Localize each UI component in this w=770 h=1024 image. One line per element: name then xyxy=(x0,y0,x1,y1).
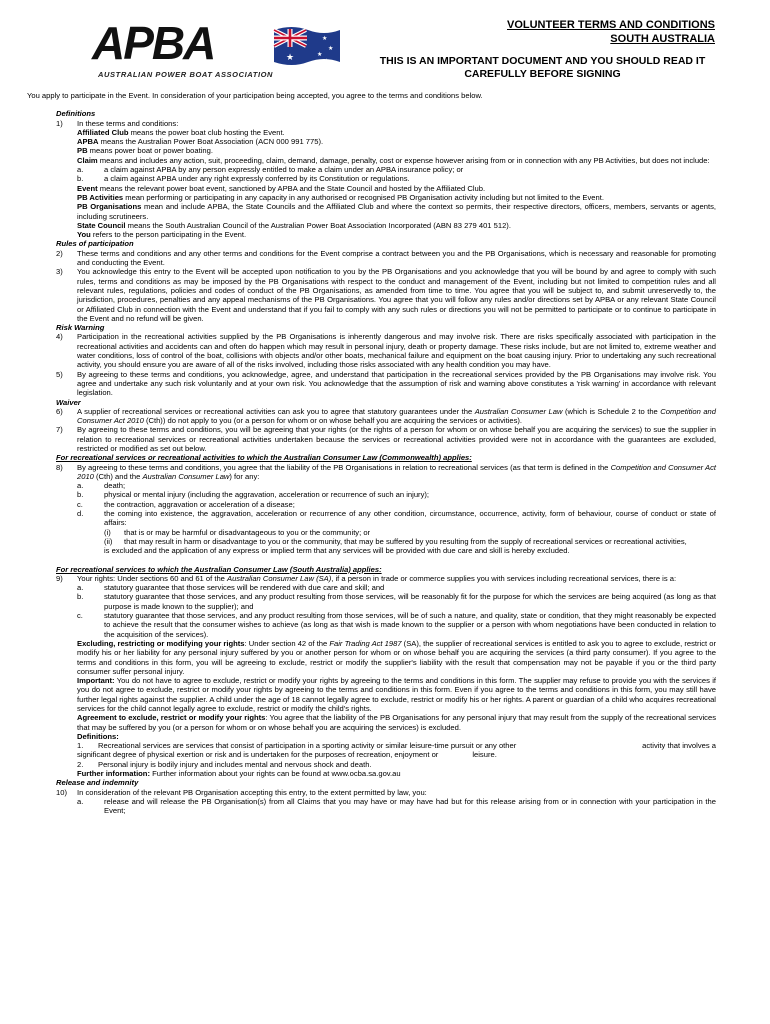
claim-exclusion-b: b. a claim against APBA under any right expressly conferred by its Constitution or regulations. xyxy=(77,174,410,184)
definition-claim: Claim means and includes any action, suit, proceeding, claim, demand, damage, penalty, cost or expense however arising from or in connection with any PB Activities, but does not include: xyxy=(77,155,710,165)
clause-5: 5) By agreeing to these terms and conditions, you acknowledge, agree, and understand that participation in the recreational services provided by the PB Organisations may involve risk. You agree and undertake any such risk voluntarily and at your own risk. You acknowledge that the assumption of risk and warning above constitutes a 'risk warning' in accordance with relevant legislation. xyxy=(56,369,716,398)
further-information: Further information: Further information about your rights can be found at www.ocba.sa.gov.au xyxy=(77,769,401,779)
clause-8-c: c. the contraction, aggravation or acceleration of a disease; xyxy=(77,499,295,509)
logo-wordmark: APBA xyxy=(92,17,215,69)
clause-number: 1) xyxy=(56,118,63,128)
important-notice xyxy=(370,55,715,80)
rules-heading: Rules of participation xyxy=(56,239,134,249)
svg-text:★: ★ xyxy=(324,58,329,64)
clause-text: In these terms and conditions: xyxy=(77,118,179,128)
svg-text:★: ★ xyxy=(328,45,334,52)
definition-pb-activities: PB Activities mean performing or participating in any capacity in any authorised or recognised PB Organisation activity including but not limited to the Event. xyxy=(77,192,604,202)
logo-subtitle: AUSTRALIAN POWER BOAT ASSOCIATION xyxy=(98,70,274,79)
definition-pb-organisations: PB Organisations mean and include APBA, the State Councils and the Affiliated Club and where the context so permits, their respective directors, officers, members, servants or agents, including scrutineers. xyxy=(77,202,716,221)
clause-9-c: c. statutory guarantee that those services, and any product resulting from those services, will be of such a nature, and quality, state or condition, that they might reasonably be expected to achieve the result that the consumer wishes to achieve (as long as that wish is made known to the supplier or a person with whom negotiations have been conducted in relation to the acquisition of the services). xyxy=(77,611,716,639)
sa-definitions-heading: Definitions: xyxy=(77,731,119,741)
svg-text:★: ★ xyxy=(322,35,328,42)
document-title xyxy=(360,18,715,46)
clause-9: 9) Your rights: Under sections 60 and 61 of the Australian Consumer Law (SA), if a person in trade or commerce supplies you with services including recreational services, there is a: xyxy=(56,573,677,583)
clause-4: 4) Participation in the recreational activities supplied by the PB Organisations is inherently dangerous and may involve risk. There are risks specifically associated with participation in the recreational activities and accidents can and often do happen which may result in personal injury, death or property damage. These risks include, but are not limited to, extreme weather and water conditions, loss of control of the boat, collisions with objects and/or other boats, mechanical failure and equipment on the boat causing injury. Prior to undertaking any such recreational activity, you should ensure you are aware of all of the risks involved, including those risks associated with any health condition you may have. xyxy=(56,332,716,370)
definition-affiliated-club: Affiliated Club means the power boat club hosting the Event. xyxy=(77,127,285,137)
clause-8-d-ii: (ii) that may result in harm or disadvantage to you or the community, that may be suffered by you resulting from the supply of recreational services or recreational activities, xyxy=(104,536,687,546)
definition-pb: PB means power boat or power boating. xyxy=(77,146,213,156)
svg-text:★: ★ xyxy=(317,51,323,58)
definition-event: Event means the relevant power boat event, sanctioned by APBA and the State Council and hosted by the Affiliated Club. xyxy=(77,183,486,193)
clause-9-b: b. statutory guarantee that those services, and any product resulting from those services, will be reasonably fit for the purpose for which the services are being acquired (as long as that purpose is made known to the supplier); and xyxy=(77,592,716,611)
sa-definition-2: 2. Personal injury is bodily injury and includes mental and nervous shock and death. xyxy=(77,759,372,769)
claim-exclusion-a: a. a claim against APBA by any person expressly entitled to make a claim under an APBA insurance policy; or xyxy=(77,165,464,175)
commonwealth-heading: For recreational services or recreational activities to which the Australian Consumer Law (Commonwealth) applies: xyxy=(56,453,472,463)
clause-2: 2) These terms and conditions and any other terms and conditions for the Event comprise a contract between you and the PB Organisations, which is necessary and reasonable for promoting and conducting the Event. xyxy=(56,248,716,268)
clause-8-d: d. the coming into existence, the aggravation, acceleration or recurrence of any other condition, circumstance, occurrence, activity, form of behaviour, course of conduct or state of affairs: xyxy=(77,509,716,528)
notice-line-1: THIS IS AN IMPORTANT DOCUMENT AND YOU SHOULD READ IT xyxy=(379,55,706,67)
clause-10-a: a. release and will release the PB Organisation(s) from all Claims that you may have or may have had but for this release arising from or in connection with your participation in the Event; xyxy=(77,796,716,816)
clause-8-tail: is excluded and the application of any express or implied term that any services will be provided with due care and skill is hereby excluded. xyxy=(104,546,570,556)
clause-7: 7) By agreeing to these terms and conditions, you will be agreeing that your rights (or the rights of a person for whom or on whose behalf you are acquiring the services) to sue the supplier in relation to recreational services or recreational activities undertaken because the services or recreational activities provided were not in accordance with the guarantees are excluded, restricted or modified as set out below. xyxy=(56,425,716,453)
australian-flag-icon xyxy=(272,24,342,68)
clause-10: 10) In consideration of the relevant PB Organisation accepting this entry, to the extent permitted by law, you: xyxy=(56,787,427,797)
sa-definition-1: 1. Recreational services are services that consist of participation in a sporting activity or similar leisure-time pursuit or any other activity that involves a significant degree of physical exertion or risk and is undertaken for the purposes of recreation, enjoyment or leisure. xyxy=(77,741,716,760)
title-line-1: VOLUNTEER TERMS AND CONDITIONS xyxy=(507,19,715,31)
intro-paragraph: You apply to participate in the Event. In consideration of your participation being accepted, you agree to the terms and conditions below. xyxy=(27,91,483,100)
apba-logo xyxy=(92,18,347,86)
clause-8-d-i: (i) that is or may be harmful or disadvantageous to you or the community; or xyxy=(104,527,371,537)
risk-heading: Risk Warning xyxy=(56,323,105,333)
clause-6: 6) A supplier of recreational services or recreational activities can ask you to agree that statutory guarantees under the Australian Consumer Law (which is Schedule 2 to the Competition and Consumer Act 2010 (Cth)) do not apply to you (or a person for whom or on whose behalf you are acquiring the services or activities). xyxy=(56,406,716,426)
definition-apba: APBA means the Australian Power Boat Association (ACN 000 991 775). xyxy=(77,137,324,147)
title-line-2: SOUTH AUSTRALIA xyxy=(610,33,715,45)
definition-you: You refers to the person participating in the Event. xyxy=(77,230,247,240)
important-paragraph: Important: You do not have to agree to exclude, restrict or modify your rights by agreeing to the terms and conditions in this form. The supplier may refuse to provide you with the services if you do not agree to exclude, restrict or modify your rights by agreeing to the terms and conditions in this form. Even if you agree to the terms and conditions in this form, you may still have further legal rights against the supplier. A child under the age of 18 cannot legally agree to exclude, restrict or modify his or her rights. A parent or guardian of a child who acquires recreational services for the child cannot legally agree to exclude, restrict or modify the child's rights. xyxy=(77,676,716,713)
clause-9-a: a. statutory guarantee that those services will be rendered with due care and skill; and xyxy=(77,583,385,593)
definitions-heading: Definitions xyxy=(56,109,96,119)
clause-8-b: b. physical or mental injury (including the aggravation, acceleration or recurrence of such an injury); xyxy=(77,490,430,500)
agreement-paragraph: Agreement to exclude, restrict or modify your rights: You agree that the liability of the PB Organisations for any personal injury that may result from the supply of the recreational services that may be suffered by you (or a person for whom or on whose behalf you are acquiring the services) is excluded. xyxy=(77,713,716,732)
notice-line-2: CAREFULLY BEFORE SIGNING xyxy=(464,67,621,80)
definition-state-council: State Council means the South Australian Council of the Australian Power Boat Association Incorporated (ABN 83 279 401 512). xyxy=(77,220,511,230)
clause-8: 8) By agreeing to these terms and conditions, you agree that the liability of the PB Organisations in relation to recreational services (as that term is defined in the Competition and Consumer Act 2010 (Cth) and the Australian Consumer Law) for any: xyxy=(56,462,716,481)
clause-1 xyxy=(56,119,716,128)
south-australia-heading: For recreational services to which the Australian Consumer Law (South Australia) applies: xyxy=(56,564,382,574)
excluding-rights-paragraph: Excluding, restricting or modifying your rights: Under section 42 of the Fair Trading Act 1987 (SA), the supplier of recreational services is entitled to ask you to agree to exclude, restrict or modify his or her liability for any personal injury suffered by you or another person for whom or on whose behalf you are acquiring the services (a third party consumer). If you agree to the terms and conditions in this form, you will be agreeing to exclude, restrict or modify the supplier's liability with the result that compensation may not be payable if you or the third party consumer suffer personal injury. xyxy=(77,638,717,676)
clause-8-a: a. death; xyxy=(77,481,126,491)
svg-text:★: ★ xyxy=(286,53,295,63)
release-heading: Release and indemnity xyxy=(56,778,139,788)
clause-3: 3) You acknowledge this entry to the Event will be accepted upon notification to you by the PB Organisations and you acknowledge that you will be bound by and agree to comply with such rules, terms and conditions as may be imposed by the PB Organisations with respect to the conduct and management of the Event, including but not limited to competition rules and all relevant rules, regulations, policies and codes of conduct of the PB Organisations, as amended from time to time. You agree that you will be subject to, and submit unreservedly to, the jurisdiction, procedures, penalties and any appeal mechanisms of the PB Organisations. You agree that you will follow any rules and/or directions set by APBA or any relevant State Council or Affiliated Club in connection with the Event and understand that if you fail to comply with any such rules or directions you will not be permitted to participate or to continue to participate in the Event and no refund will be given. xyxy=(56,267,716,323)
document-body xyxy=(27,91,717,816)
waiver-heading: Waiver xyxy=(56,397,81,407)
